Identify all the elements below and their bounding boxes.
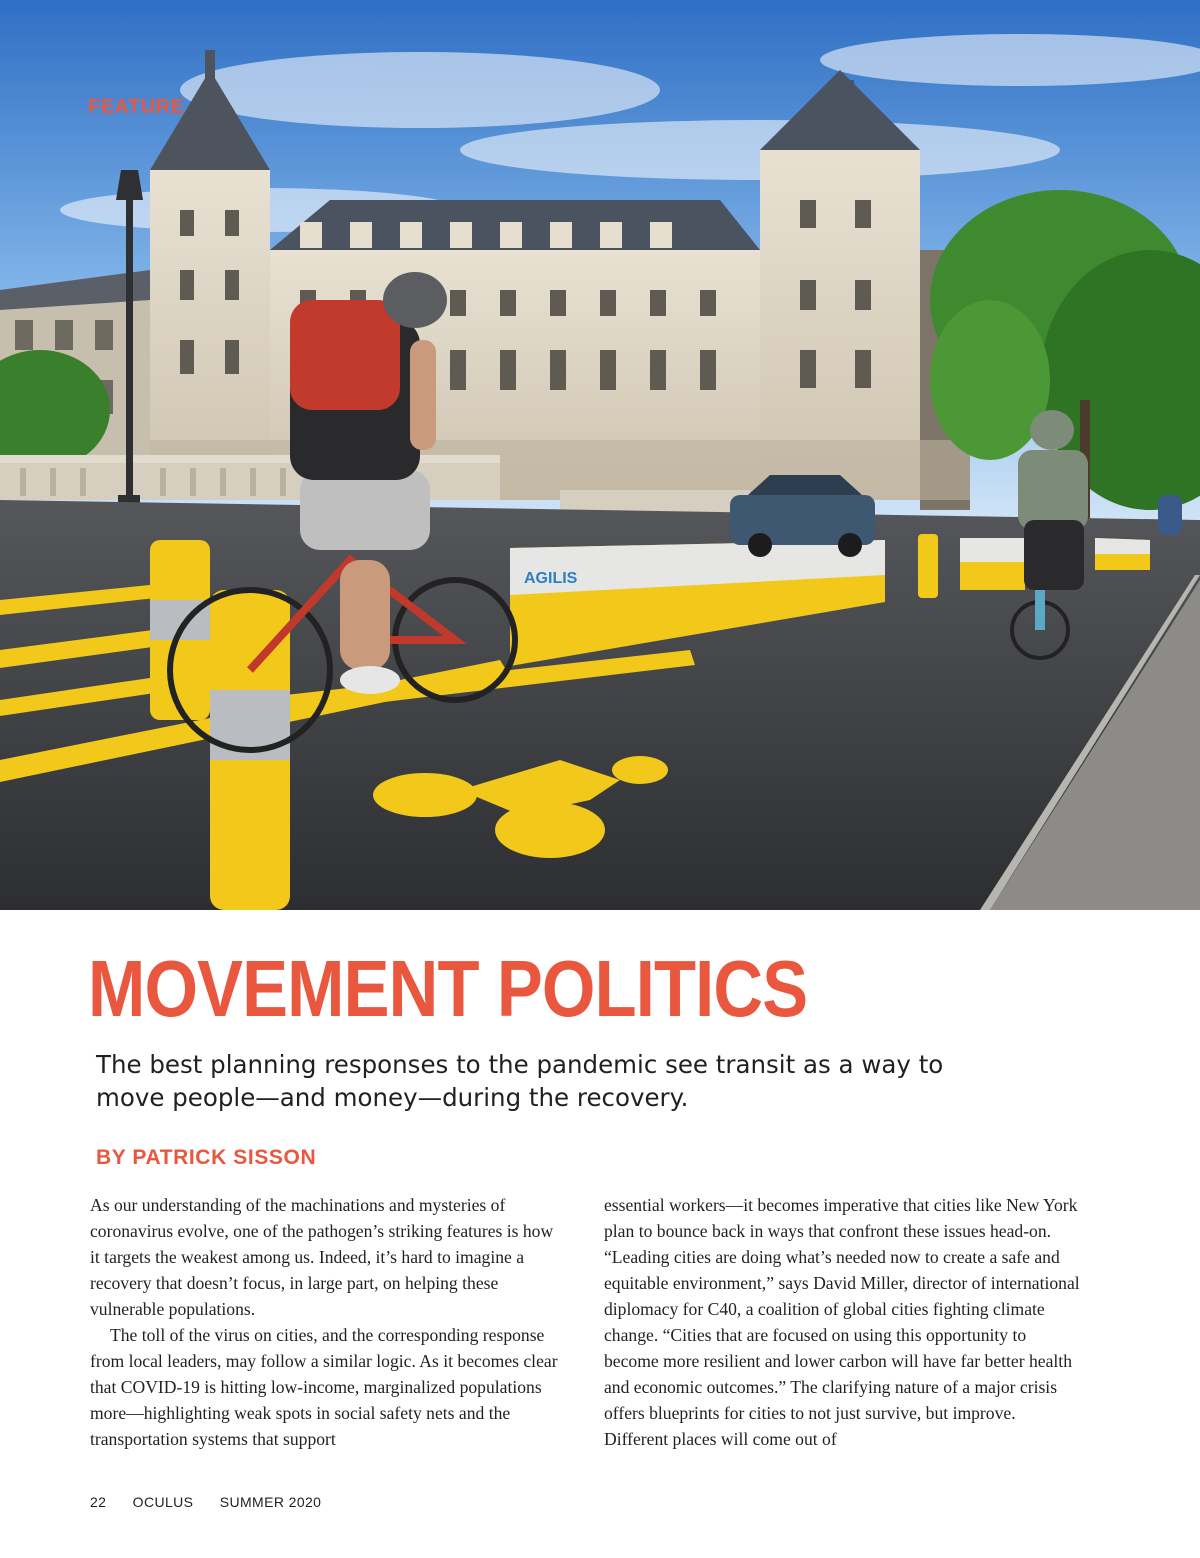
body-paragraph: The toll of the virus on cities, and the corresponding response from local leaders, may follow a similar logic. As it becomes clear that COVID-19 is hitting low-income, marginalized populations more—highlighting weak spots in social safety nets and the transportation systems that support [90, 1325, 558, 1449]
body-column-right [604, 1192, 1080, 1452]
headline: MOVEMENT POLITICS [88, 944, 808, 1033]
page-footer [90, 1494, 343, 1510]
body-paragraph: essential workers—it becomes imperative that cities like New York plan to bounce back in ways that confront these issues head-on. “Leading cities are doing what’s needed now to create a safe and equitable environment,” says David Miller, director of international diplomacy for C40, a coalition of global cities fighting climate change. “Cities that are focused on using this opportunity to become more resilient and lower carbon will have far better health and economic outcomes.” The clarifying nature of a major crisis offers blueprints for cities to not just survive, but improve. Different places will come out of [604, 1195, 1080, 1449]
page-number: 22 [90, 1494, 107, 1510]
issue-date: SUMMER 2020 [219, 1494, 322, 1510]
publication-name: OCULUS [132, 1494, 194, 1510]
body-paragraph: As our understanding of the machinations and mysteries of coronavirus evolve, one of the pathogen’s striking features is how it targets the weakest among us. Indeed, it’s hard to imagine a recovery that doesn’t focus, in large part, on helping these vulnerable populations. [90, 1195, 554, 1319]
section-label: FEATURE [88, 96, 185, 118]
barrier-brand-label: AGILIS [524, 570, 578, 587]
body-column-left [90, 1192, 566, 1452]
deck-subtitle: The best planning responses to the pandemic see transit as a way to move people—and money—during the recovery. [96, 1050, 944, 1112]
byline: BY PATRICK SISSON [96, 1146, 317, 1169]
